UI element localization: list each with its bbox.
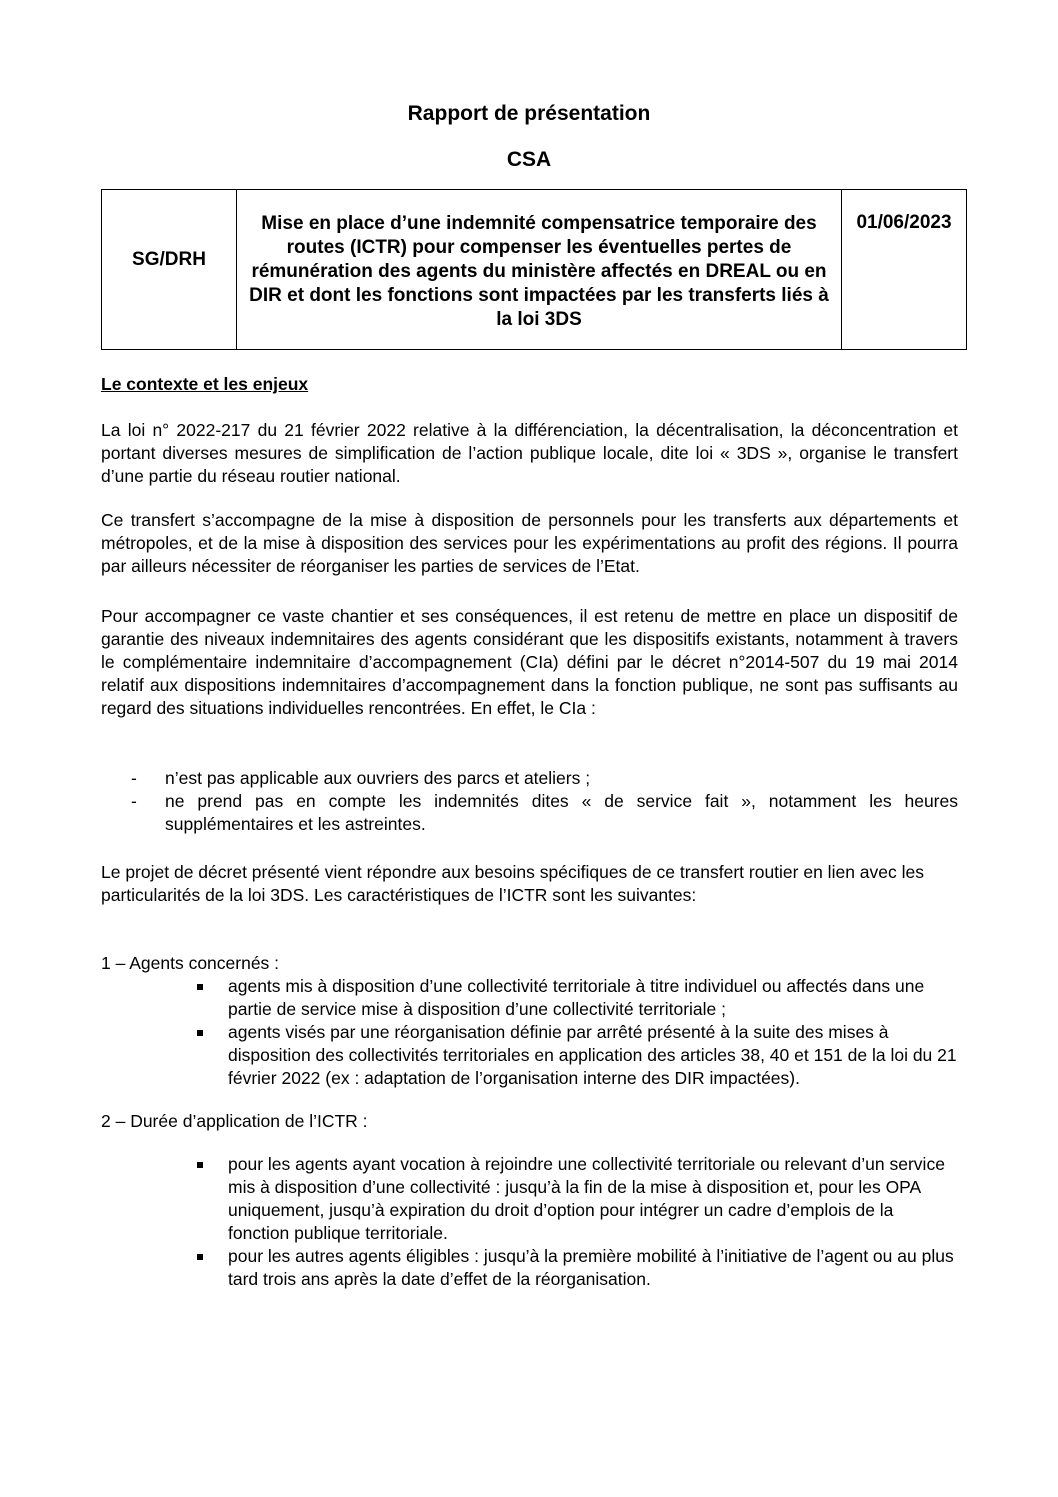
section-2-heading: 2 – Durée d’application de l’ICTR : xyxy=(101,1111,368,1131)
list-item xyxy=(101,1153,958,1245)
header-date-cell: 01/06/2023 xyxy=(842,190,967,350)
context-paragraph-2: Ce transfert s’accompagne de la mise à disposition de personnels pour les transferts aux départements et métropoles, et de la mise à disposition des services pour les expérimentations au profit des régions. Il pourra par ailleurs nécessiter de réorganiser les parties de services de l’Etat. xyxy=(101,510,958,576)
list-item-text: n’est pas applicable aux ouvriers des parcs et ateliers ; xyxy=(165,768,591,788)
header-table xyxy=(101,189,967,350)
list-item xyxy=(101,1021,958,1090)
context-paragraph-1: La loi n° 2022-217 du 21 février 2022 relative à la différenciation, la décentralisation, la déconcentration et portant diverses mesures de simplification de l’action publique locale, dite loi « 3DS », organise le transfert d’une partie du réseau routier national. xyxy=(101,420,958,486)
dash-marker: - xyxy=(131,791,137,811)
section-1-list xyxy=(101,975,958,1090)
header-row xyxy=(102,190,967,350)
context-paragraph-3: Pour accompagner ce vaste chantier et ses conséquences, il est retenu de mettre en place un dispositif de garantie des niveaux indemnitaires des agents considérant que les dispositifs existants, notamment à travers le complémentaire indemnitaire d’accompagnement (CIa) défini par le décret n°2014-507 du 19 mai 2014 relatif aux dispositions indemnitaires d’accompagnement dans la fonction publique, ne sont pas suffisants au regard des situations individuelles rencontrées. En effet, le CIa : xyxy=(101,606,958,718)
list-item-text: ne prend pas en compte les indemnités dites « de service fait », notamment les heures supplémentaires et les astreintes. xyxy=(165,791,958,834)
list-item xyxy=(101,767,958,790)
list-item xyxy=(101,790,958,836)
cia-list xyxy=(101,767,958,836)
list-item xyxy=(101,1245,958,1291)
header-subject-cell: Mise en place d’une indemnité compensatrice temporaire des routes (ICTR) pour compenser les éventuelles pertes de rémunération des agents du ministère affectés en DREAL ou en DIR et dont les fonctions sont impactées par les transferts liés à la loi 3DS xyxy=(237,190,842,350)
document-title: Rapport de présentation xyxy=(407,102,651,125)
section-1-heading: 1 – Agents concernés : xyxy=(101,953,280,973)
section-2-list xyxy=(101,1153,958,1291)
header-org-cell: SG/DRH xyxy=(102,190,237,350)
square-bullet-icon xyxy=(197,1162,203,1168)
list-item-text: agents mis à disposition d’une collectivité territoriale à titre individuel ou affectés dans une partie de service mise à disposition d’une collectivité territoriale ; xyxy=(228,976,925,1019)
square-bullet-icon xyxy=(197,1030,203,1036)
document-subtitle: CSA xyxy=(506,148,552,171)
list-item-text: pour les autres agents éligibles : jusqu’à la première mobilité à l’initiative de l’agent ou au plus tard trois ans après la date d’effet de la réorganisation. xyxy=(228,1246,954,1289)
list-item-text: agents visés par une réorganisation définie par arrêté présenté à la suite des mises à disposition des collectivités territoriales en application des articles 38, 40 et 151 de la loi du 21 février 2022 (ex : adaptation de l’organisation interne des DIR impactées). xyxy=(228,1022,957,1088)
square-bullet-icon xyxy=(197,1254,203,1260)
square-bullet-icon xyxy=(197,984,203,990)
list-item xyxy=(101,975,958,1021)
context-closing: Le projet de décret présenté vient répondre aux besoins spécifiques de ce transfert routier en lien avec les particularités de la loi 3DS. Les caractéristiques de l’ICTR sont les suivantes: xyxy=(101,862,924,905)
dash-marker: - xyxy=(131,768,137,788)
context-heading: Le contexte et les enjeux xyxy=(101,374,309,394)
list-item-text: pour les agents ayant vocation à rejoindre une collectivité territoriale ou relevant d’un service mis à disposition d’une collectivité : jusqu’à la fin de la mise à disposition et, pour les OPA uniquement, jusqu’à expiration du droit d’option pour intégrer un cadre d’emplois de la fonction publique territoriale. xyxy=(228,1154,945,1243)
